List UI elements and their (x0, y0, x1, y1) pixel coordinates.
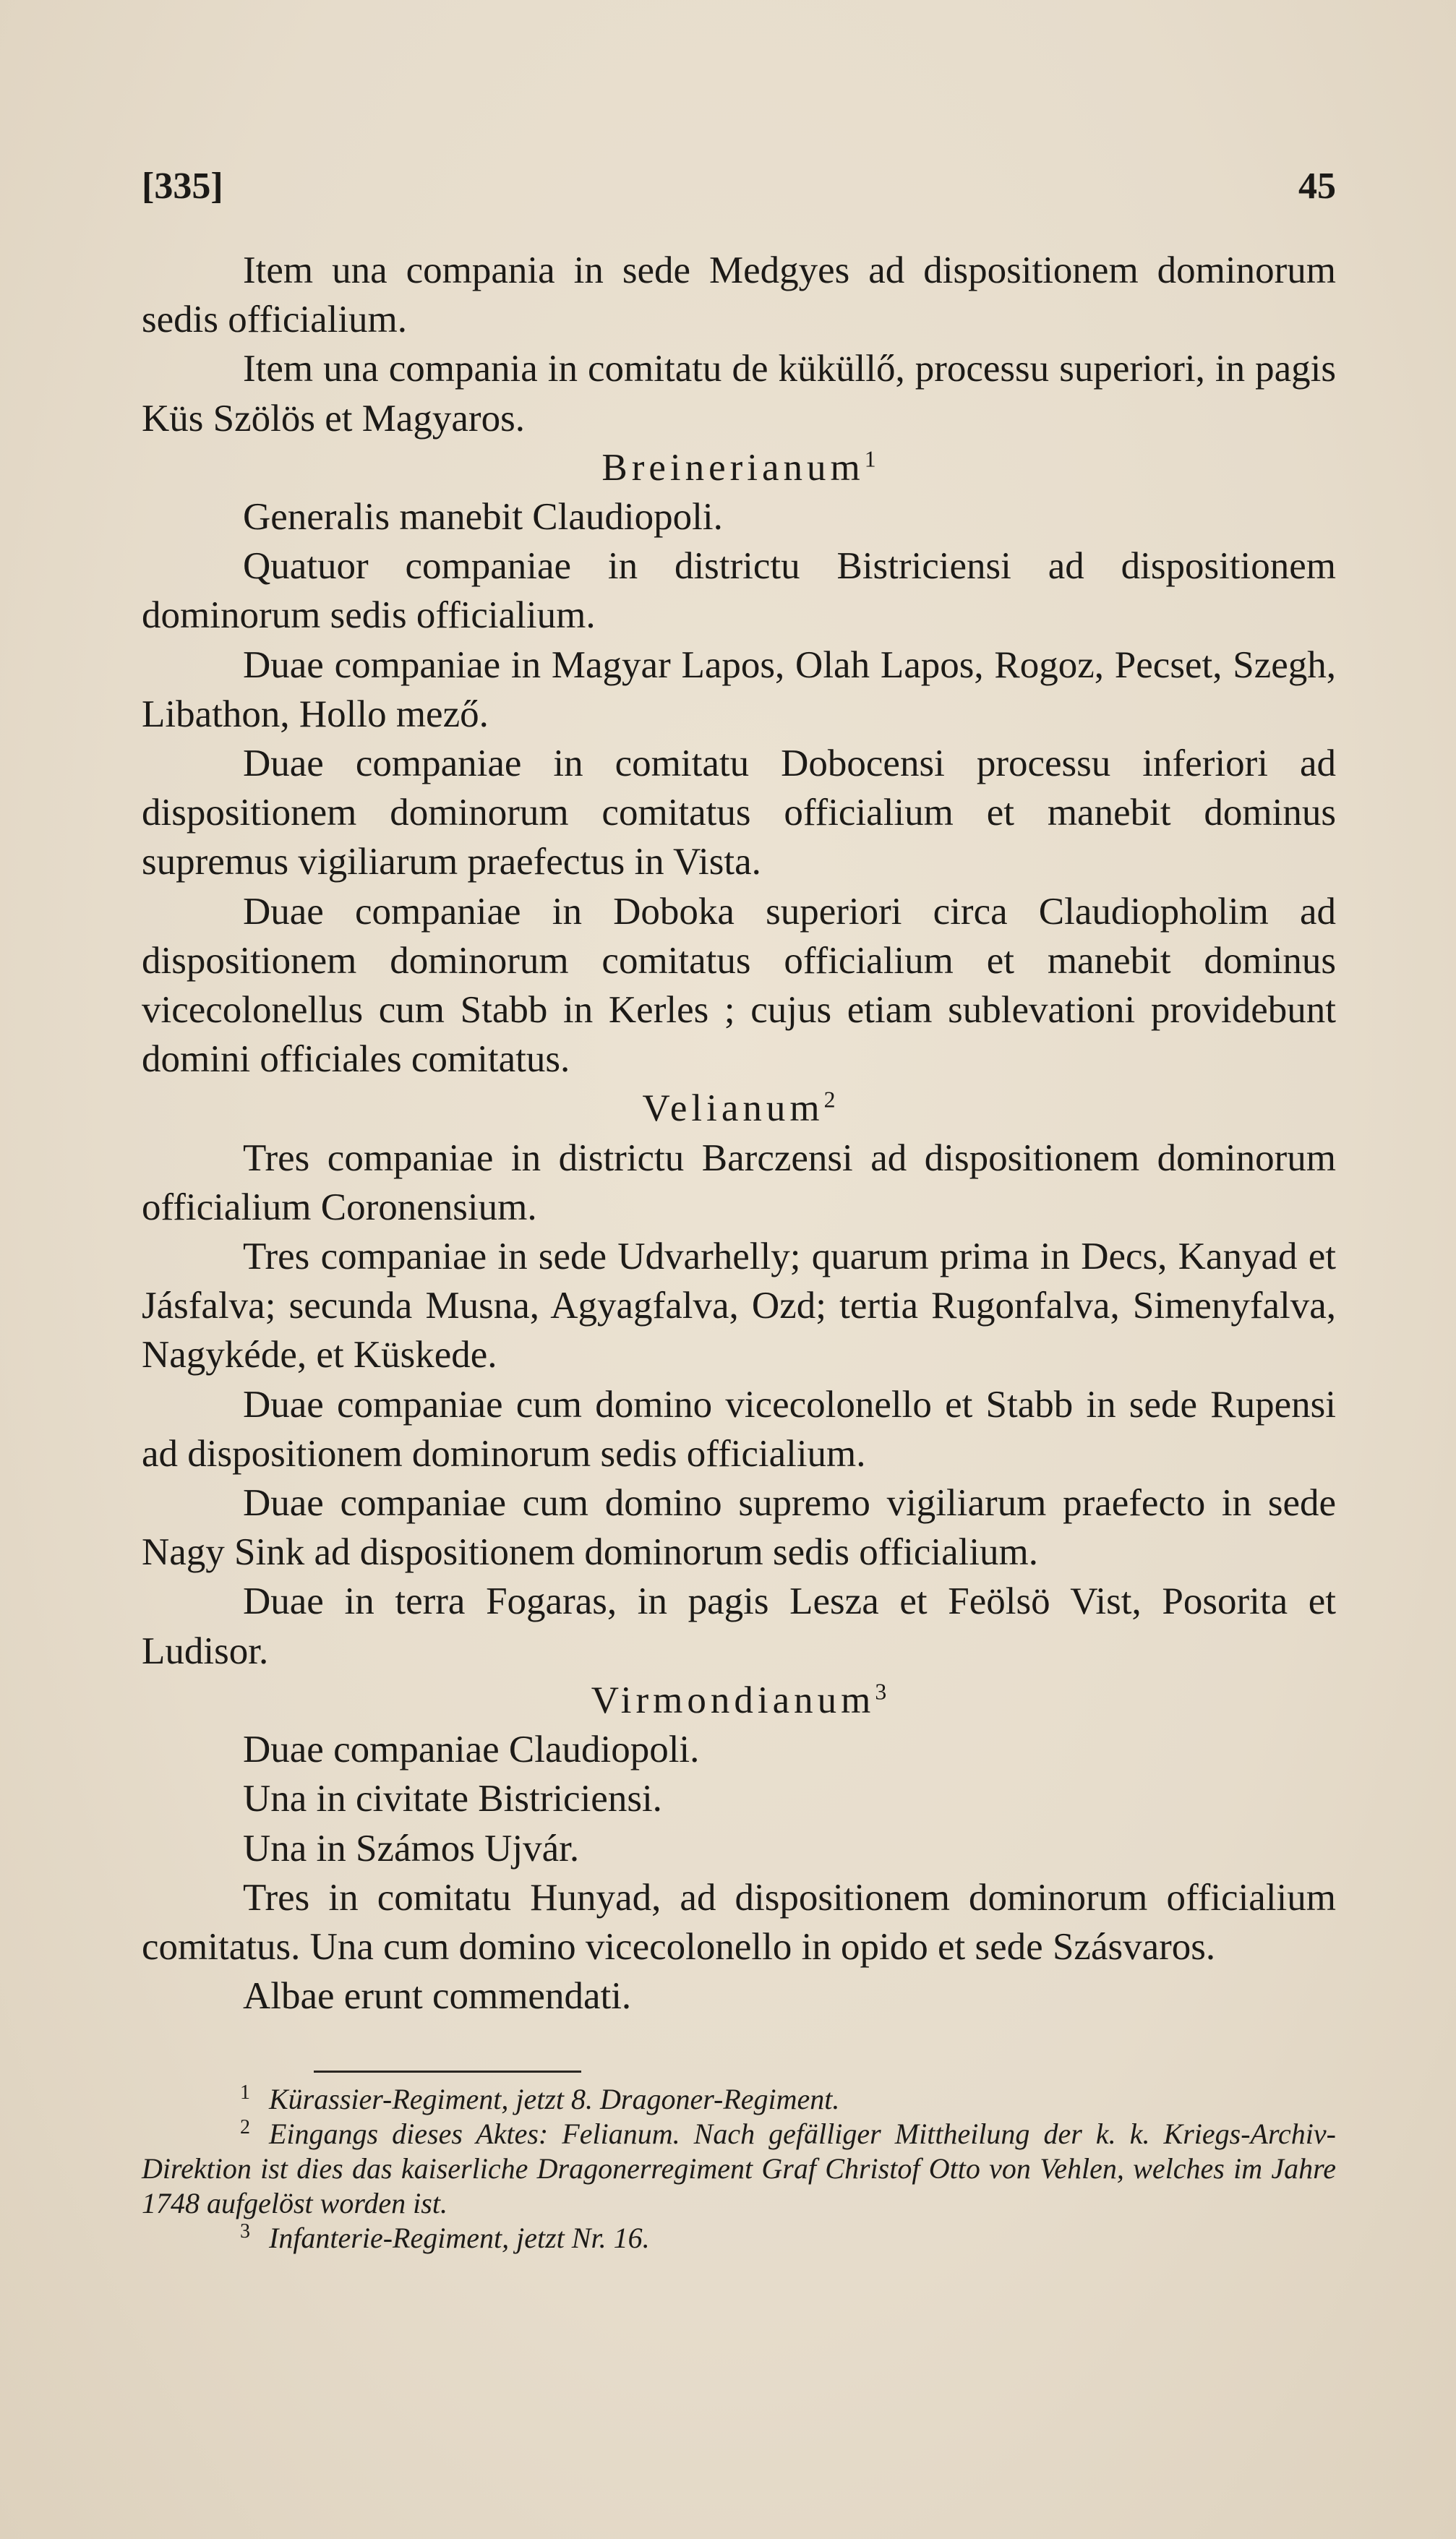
paragraph: Una in civitate Bistriciensi. (243, 1778, 662, 1820)
paragraph: Quatuor companiae in districtu Bistriciensi ad dispositionem dominorum sedis officialium. (142, 545, 1336, 637)
paragraph: Duae companiae Claudiopoli. (243, 1729, 700, 1771)
page-number: 45 (1298, 166, 1336, 207)
footnote-text: Eingangs dieses Aktes: Felianum. Nach gefälliger Mittheilung der k. k. Kriegs-Archiv-Direktion ist dies das kaiserliche Dragonerregiment Graf Christof Otto von Vehlen, welches im Jahre 1748 aufgelöst worden ist. (142, 2118, 1336, 2219)
paragraph: Una in Számos Ujvár. (243, 1827, 580, 1870)
footnote-mark: 3 (240, 2219, 250, 2243)
footnotes (142, 2082, 1336, 2256)
footnote-reference: 3 (875, 1679, 887, 1705)
paragraph: Duae companiae cum domino vicecolonello et Stabb in sede Rupensi ad dispositionem dominorum sedis officialium. (142, 1383, 1336, 1475)
footnote-item (142, 2117, 1336, 2221)
paragraph: Generalis manebit Claudiopoli. (243, 496, 723, 539)
section-heading-text: Virmondianum (591, 1679, 875, 1721)
main-text (142, 246, 1336, 2021)
paragraph: Duae companiae cum domino supremo vigiliarum praefecto in sede Nagy Sink ad dispositionem dominorum sedis officialium. (142, 1482, 1336, 1574)
footnote-item (142, 2082, 1336, 2117)
footnote-mark: 2 (240, 2115, 250, 2138)
paragraph: Item una compania in comitatu de küküllő, processu superiori, in pagis Küs Szölös et Magyaros. (142, 348, 1336, 440)
running-header (142, 165, 1336, 215)
paragraph: Item una compania in sede Medgyes ad dispositionem dominorum sedis officialium. (142, 249, 1336, 341)
paragraph: Tres in comitatu Hunyad, ad dispositionem dominorum officialium comitatus. Una cum domino vicecolonello in opido et sede Szásvaros. (142, 1876, 1336, 1968)
footnote-reference: 1 (864, 446, 876, 472)
footnote-divider (314, 2071, 581, 2073)
footnote-item (142, 2221, 1336, 2256)
section-heading-text: Velianum (642, 1087, 824, 1130)
section-heading-breinerianum (142, 443, 1336, 492)
bracketed-page-number: [335] (142, 166, 223, 207)
paragraph: Duae companiae in Magyar Lapos, Olah Lapos, Rogoz, Pecset, Szegh, Libathon, Hollo mező. (142, 643, 1336, 735)
paragraph: Duae in terra Fogaras, in pagis Lesza et Feölsö Vist, Posorita et Ludisor. (142, 1580, 1336, 1672)
section-heading-velianum (142, 1084, 1336, 1133)
paragraph: Albae erunt commendati. (243, 1975, 632, 2018)
paragraph: Duae companiae in Doboka superiori circa Claudiopholim ad dispositionem dominorum comitatus officialium et manebit dominus vicecolonellus cum Stabb in Kerles ; cujus etiam sublevationi providebunt domini officiales comitatus. (142, 890, 1336, 1081)
footnote-mark: 1 (240, 2081, 250, 2104)
footnote-text: Kürassier-Regiment, jetzt 8. Dragoner-Regiment. (269, 2083, 840, 2115)
paragraph: Duae companiae in comitatu Dobocensi processu inferiori ad dispositionem dominorum comitatus officialium et manebit dominus supremus vigiliarum praefectus in Vista. (142, 742, 1336, 883)
paragraph: Tres companiae in districtu Barczensi ad dispositionem dominorum officialium Coronensium. (142, 1136, 1336, 1228)
section-heading-virmondianum (142, 1676, 1336, 1725)
paragraph: Tres companiae in sede Udvarhelly; quarum prima in Decs, Kanyad et Jásfalva; secunda Musna, Agyagfalva, Ozd; tertia Rugonfalva, Simenyfalva, Nagykéde, et Küskede. (142, 1236, 1336, 1376)
footnote-reference: 2 (823, 1087, 836, 1113)
footnote-text: Infanterie-Regiment, jetzt Nr. 16. (269, 2222, 650, 2254)
section-heading-text: Breinerianum (601, 446, 865, 489)
